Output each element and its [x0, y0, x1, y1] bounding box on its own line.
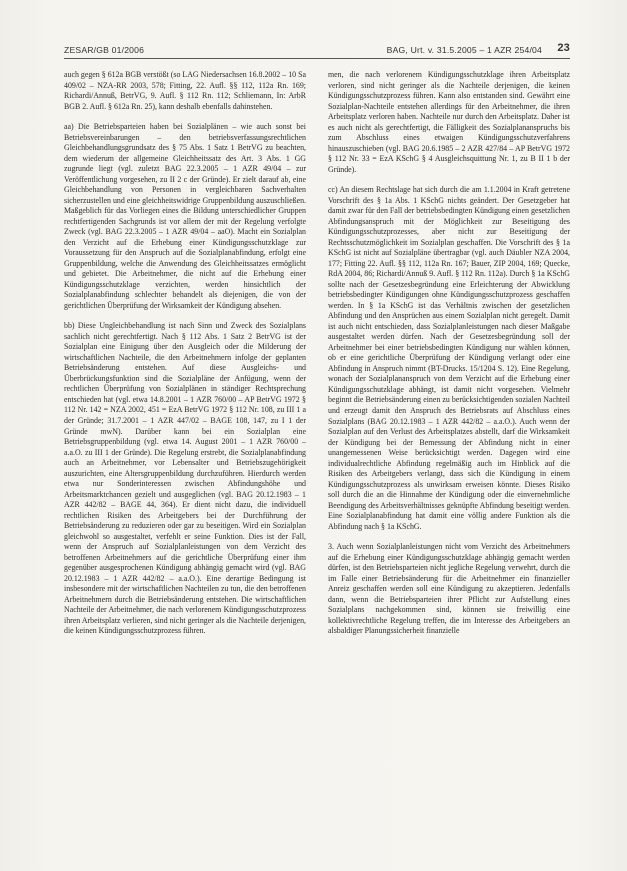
- case-citation: BAG, Urt. v. 31.5.2005 – 1 AZR 254/04: [386, 45, 542, 55]
- paragraph: cc) An diesem Rechtslage hat sich durch die am 1.1.2004 in Kraft getretene Vorschrift des § 1a Abs. 1 KSchG nichts geändert. Der Gesetzgeber hat damit zwar für den Fall der betriebsbedingten Kündigung einen gesetzlichen Abfindungsanspruch mit der Möglichkeit zur Beseitigung des Kündigungsschutzprozesses, aber nicht zur Beseitigung der Rechtsschutzmöglichkeit im Sozialplan geschaffen. Die Vorschrift des § 1a KSchG ist nicht auf Sozialpläne übertragbar (vgl. auch Däubler NZA 2004, 177; Fitting 22. Aufl. §§ 112, 112a Rn. 167; Bauer, ZIP 2004, 169; Quecke, RdA 2004, 86; Richardi/Annuß 9. Aufl. § 112 Rn. 112a). Durch § 1a KSchG sollte nach der Gesetzesbegründung eine Erleichterung der Abwicklung betriebsbedingter Kündigungen ohne Kündigungsschutzprozess geschaffen werden. In § 1a KSchG ist das Verhältnis zwischen der gesetzlichen Abfindung und den Ansprüchen aus einem Sozialplan nicht geregelt. Damit ist auch nicht entschieden, dass Sozialplanleistungen nach dieser Maßgabe ausgestaltet werden dürfen. Nach der Gesetzesbegründung soll der Arbeitnehmer bei einer betriebsbedingten Kündigung nur wählen können, ob er eine gerichtliche Überprüfung der Kündigung verlangt oder eine Abfindung in Anspruch nimmt (BT-Drucks. 15/1204 S. 12). Eine Regelung, wonach der Sozialplananspruch von dem Verzicht auf die Erhebung einer Kündigungsschutzklage abhängt, ist damit nicht vorgesehen. Vielmehr beginnt die Betriebsänderung einen zu berücksichtigenden sozialen Nachteil und erzeugt damit den Anspruch des Betriebsrats auf Abschluss eines Sozialplans (BAG 20.12.1983 – 1 AZR 442/82 – a.a.O.). Auch wenn der Sozialplan auf den Verlust des Arbeitsplatzes abstellt, darf die Wirksamkeit der Kündigung bei der Bemessung der Abfindung nicht in einer unangemessenen Weise berücksichtigt werden. Dagegen wird eine individualrechtliche Abfindung regelmäßig auch im Hinblick auf die Risiken des Arbeitgebers verlangt, dass sich die Kündigung in einem Kündigungsschutzprozess als unwirksam erweisen könnte. Dieses Risiko soll durch die an die Hinnahme der Kündigung oder die einvernehmliche Beendigung des Arbeitsverhältnisses geknüpfte Abfindung beseitigt werden. Eine Sozialplanabfindung hat damit eine völlig andere Funktion als die Abfindung nach § 1a KSchG.: [328, 185, 570, 531]
- running-header: [64, 42, 570, 56]
- paragraph: 3. Auch wenn Sozialplanleistungen nicht vom Verzicht des Arbeitnehmers auf die Erhebung einer Kündigungsschutzklage abhängig gemacht werden dürfen, ist den Betriebsparteien nicht jegliche Regelung verwehrt, durch die im Falle einer Betriebsänderung für die Arbeitnehmer ein finanzieller Anreiz geschaffen werden soll eine Kündigung zu akzeptieren. Jedenfalls dann, wenn die Betriebsparteien ihrer Pflicht zur Aufstellung eines Sozialplans nachgekommen sind, können sie freiwillig eine kollektivrechtliche Regelung treffen, die im Interesse des Arbeitgebers an alsbaldiger Planungssicherheit finanzielle: [328, 542, 570, 636]
- right-column: [328, 70, 570, 647]
- journal-name: ZESAR/GB 01/2006: [64, 45, 145, 55]
- paragraph: aa) Die Betriebsparteien haben bei Sozialplänen – wie auch sonst bei Betriebsvereinbarungen – den betriebsverfassungsrechtlichen Gleichbehandlungsgrundsatz des § 75 Abs. 1 Satz 1 BetrVG zu beachten, dem wiederum der allgemeine Gleichheitssatz des Art. 3 Abs. 1 GG zugrunde liegt (vgl. zuletzt BAG 22.3.2005 – 1 AZR 49/04 – zur Veröffentlichung vorgesehen, zu II 2 c der Gründe). Er zielt darauf ab, eine Gleichbehandlung von Personen in vergleichbaren Sachverhalten sicherzustellen und eine gleichheitswidrige Gruppenbildung auszuschließen. Maßgeblich für das Vorliegen eines die Bildung unterschiedlicher Gruppen rechtfertigenden Sachgrunds ist vor allem der mit der Regelung verfolgte Zweck (vgl. BAG 22.3.2005 – 1 AZR 49/04 – aaO). Macht ein Sozialplan den Verzicht auf die Erhebung einer Kündigungsschutzklage zur Voraussetzung für den Anspruch auf die Sozialplanabfindung, erfolgt eine Gruppenbildung, welche die Anwendung des Gleichheitssatzes ermöglicht und gebietet. Die Arbeitnehmer, die nicht auf die Erhebung einer Kündigungsschutzklage verzichten, werden hinsichtlich der Sozialplanabfindung schlechter behandelt als diejenigen, die von der gerichtlichen Überprüfung der Wirksamkeit der Kündigung absehen.: [64, 122, 306, 310]
- left-column: [64, 70, 306, 647]
- page-number: 23: [557, 42, 570, 54]
- header-rule: [64, 58, 570, 59]
- paragraph: bb) Diese Ungleichbehandlung ist nach Sinn und Zweck des Sozialplans sachlich nicht gerechtfertigt. Nach § 112 Abs. 1 Satz 2 BetrVG ist der Sozialplan eine Einigung über den Ausgleich oder die Milderung der wirtschaftlichen Nachteile, die den Arbeitnehmern infolge der geplanten Betriebsänderung entstehen. Auf diese Ausgleichs- und Überbrückungsfunktion sind die Sozialpläne der Anfügung, wenn der rechtlichen Überprüfung von Sozialplänen in ständiger Rechtsprechung entschieden hat (vgl. etwa 14.8.2001 – 1 AZR 760/00 – AP BetrVG 1972 § 112 Nr. 142 = NZA 2002, 451 = EzA BetrVG 1972 § 112 Nr. 108, zu III 1 a der Gründe; 31.7.2001 – 1 AZR 447/02 – BAGE 108, 147, zu I 1 der Gründe mwN). Darüber kann bei ein Sozialplan eine Betriebsgruppenbildung (vgl. etwa 14. August 2001 – 1 AZR 760/00 – a.a.O. zu III 1 der Gründe). Die Regelung erstrebt, die Sozialplanabfindung auch an Arbeitnehmer, vor Lebensalter und Betriebszugehörigkeit auszurichten, eine Altersgruppenbildung durchzuführen. Hierdurch werden etwa nur Sonderinteressen zwischen Abfindungshöhe und Arbeitsmarktchancen gezielt und ausgeglichen (vgl. BAG 20.12.1983 – 1 AZR 442/82 – BAGE 44, 364). Er dient nicht dazu, die individuell rechtlichen Risiken des Arbeitgebers bei der Durchführung der Betriebsänderung zu reduzieren oder gar zu beseitigen. Wird ein Sozialplan gleichwohl so ausgestaltet, verfehlt er seine Funktion. Dies ist der Fall, wenn der Anspruch auf Sozialplanleistungen von dem Verzicht des betroffenen Arbeitnehmers auf die gerichtliche Überprüfung einer ihm gegenüber ausgesprochenen Kündigung abhängig gemacht wird (vgl. BAG 20.12.1983 – 1 AZR 442/82 – a.a.O.). Eine derartige Bedingung ist insbesondere mit der wirtschaftlichen Nachteilen zu tun, die den betroffenen Arbeitnehmern durch die Betriebsänderung entstehen. Die wirtschaftlichen Nachteile der Arbeitnehmer, die nach verlorenem Kündigungsschutzprozess ihren Arbeitsplatz verlieren, sind nicht geringer als die Nachteile derjenigen, die keinen Kündigungsschutzprozess führen.: [64, 321, 306, 636]
- paragraph: men, die nach verlorenem Kündigungsschutzklage ihren Arbeitsplatz verloren, sind nicht geringer als die Nachteile derjenigen, die keinen Kündigungsschutzprozess führen. Kann also entstanden sind. Gewährt eine Sozialplan-Nachteile entstehen allerdings für den Arbeitnehmer, die ihren Arbeitsplatz verloren haben. Nachteile nur durch den Arbeitsplatz. Daher ist es auch nicht als gerechtfertigt, die Fälligkeit des Sozialplananspruchs bis zum Abschluss eines etwaigen Kündigungsschutzverfahrens hinauszuschieben (vgl. BAG 20.6.1985 – 2 AZR 427/84 – AP BetrVG 1972 § 112 Nr. 33 = EzA KSchG § 4 Ausgleichsquittung Nr. 1, zu B II 1 b der Gründe).: [328, 70, 570, 174]
- paragraph: auch gegen § 612a BGB verstößt (so LAG Niedersachsen 16.8.2002 – 10 Sa 409/02 – NZA-RR 2003, 578; Fitting, 22. Aufl. §§ 112, 112a Rn. 169; Richardi/Annuß, BetrVG, 9. Aufl. § 112 Rn. 112; Schliemann, In: ArbR BGB 2. Aufl. § 612a Rn. 25), kann deshalb ebenfalls dahinstehen.: [64, 70, 306, 111]
